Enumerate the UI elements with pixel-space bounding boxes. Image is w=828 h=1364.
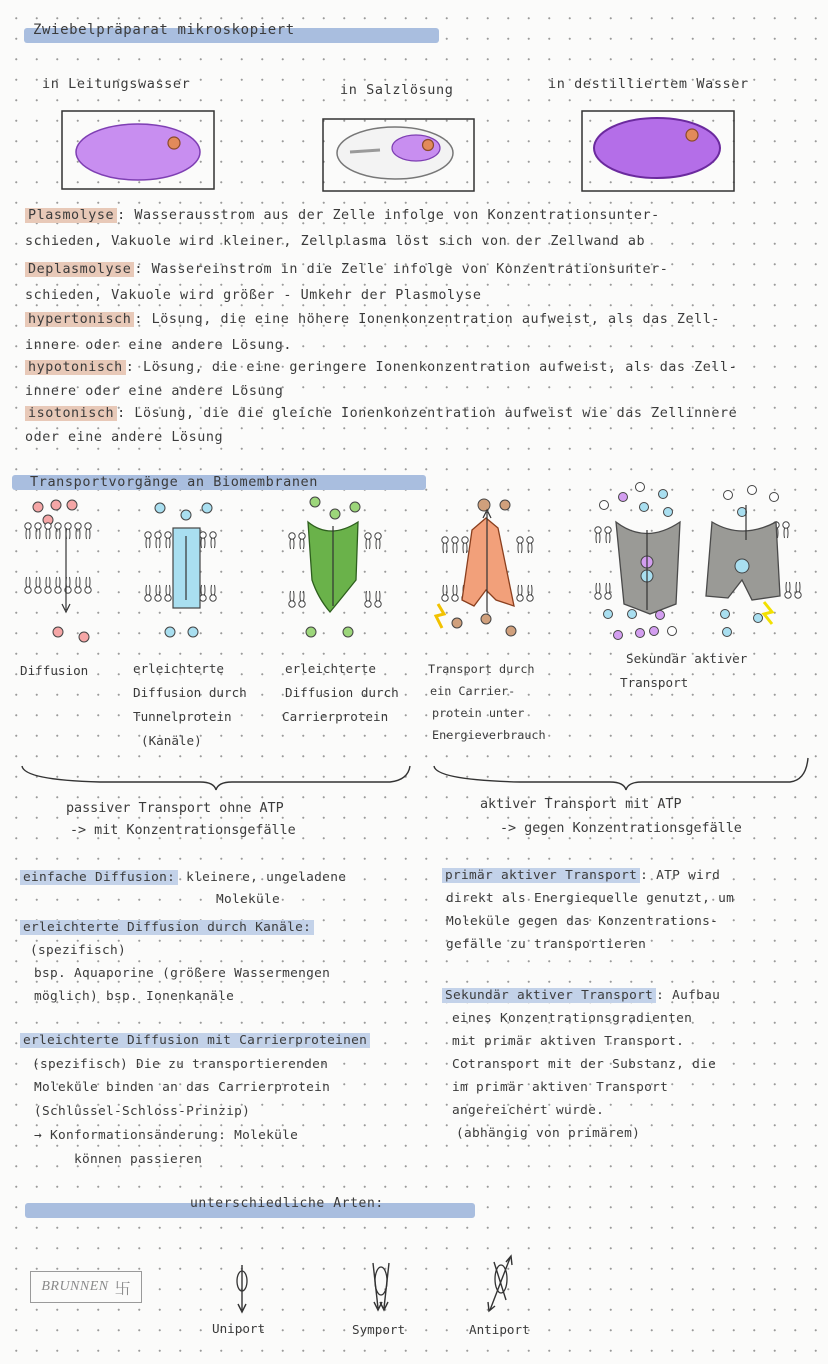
term-isotonisch: isotonisch	[25, 406, 117, 421]
label-distilled-water: in destilliertem Wasser	[548, 76, 749, 92]
term-deplasmolyse: Deplasmolyse	[25, 262, 134, 277]
section2-title: Transportvorgänge an Biomembranen	[30, 474, 319, 490]
def-deplasmolyse-line1: Deplasmolyse : Wassereinstrom in die Zelle infolge von Konzentrationsunter-	[25, 262, 668, 277]
label-tap-water: in Leitungswasser	[42, 76, 191, 92]
passive-line1: passiver Transport ohne ATP	[66, 801, 284, 816]
secondary-l6: (abhängig von primärem)	[456, 1126, 641, 1141]
label-diffusion: Diffusion	[20, 663, 89, 678]
channels-l2: bsp. Aquaporine (größere Wassermengen	[34, 966, 331, 981]
simple-diffusion-l2: Moleküle	[216, 892, 281, 907]
secondary-l1: eines Konzentrationsgradienten	[452, 1011, 693, 1026]
primary-l2: Moleküle gegen das Konzentrations-	[446, 914, 719, 929]
label-secondary-2: Transport	[620, 675, 689, 690]
label-carrier-1: erleichterte	[285, 661, 376, 676]
def-plasmolyse-line2: schieden, Vakuole wird kleiner, Zellplasma löst sich von der Zellwand ab	[25, 234, 646, 249]
term-hypotonisch: hypotonisch	[25, 360, 126, 375]
symport-icon	[373, 1263, 389, 1310]
def-hypertonisch-line2: innere oder eine andere Lösung.	[25, 338, 292, 353]
label-energy-3: protein unter	[432, 706, 525, 720]
label-antiport: Antiport	[469, 1322, 530, 1337]
secondary-term: Sekundär aktiver Transport : Aufbau	[442, 986, 720, 1007]
primary-l3: gefälle zu transportieren	[446, 937, 647, 952]
label-tunnel-3: Tunnelprotein	[133, 709, 232, 724]
carriers-l2: Moleküle binden an das Carrierprotein	[34, 1080, 331, 1095]
label-carrier-2: Diffusion durch	[285, 685, 399, 700]
carriers-term: erleichterte Diffusion mit Carrierproteinen	[20, 1031, 370, 1052]
channels-l1: (spezifisch)	[30, 943, 127, 958]
uniport-icon	[237, 1265, 247, 1312]
carriers-l4: → Konformationsänderung: Moleküle	[34, 1128, 299, 1143]
carriers-l3: (Schlüssel-Schloss-Prinzip)	[34, 1104, 251, 1119]
carriers-l1: (spezifisch) Die zu transportierenden	[32, 1057, 329, 1072]
secondary-l5: angereichert wurde.	[452, 1103, 605, 1118]
label-tunnel-4: (Kanäle)	[141, 733, 202, 748]
def-isotonisch-line1: isotonisch : Lösung, die die gleiche Ionenkonzentration aufweist wie das Zellinnere	[25, 406, 737, 421]
secondary-l4: im primär aktiven Transport	[452, 1080, 669, 1095]
def-deplasmolyse-line2: schieden, Vakuole wird größer - Umkehr der Plasmolyse	[25, 288, 482, 303]
label-energy-2: ein Carrier-	[430, 684, 516, 698]
def-hypotonisch-line1: hypotonisch : Lösung, die eine geringere Ionenkonzentration aufweist, als das Zell-	[25, 360, 737, 375]
antiport-icon	[488, 1256, 512, 1311]
label-uniport: Uniport	[212, 1321, 266, 1336]
section1-title: Zwiebelpräparat mikroskopiert	[33, 22, 295, 38]
secondary-l3: Cotransport mit der Substanz, die	[452, 1057, 717, 1072]
label-tunnel-1: erleichterte	[133, 661, 224, 676]
brand-mark-icon: 卐	[114, 1278, 131, 1298]
label-tunnel-2: Diffusion durch	[133, 685, 247, 700]
label-energy-4: Energieverbrauch	[432, 728, 546, 742]
label-salt-solution: in Salzlösung	[340, 82, 454, 98]
active-line2: -> gegen Konzentrationsgefälle	[500, 821, 742, 836]
carriers-l5: können passieren	[74, 1152, 203, 1167]
primary-term: primär aktiver Transport : ATP wird	[442, 866, 720, 887]
passive-line2: -> mit Konzentrationsgefälle	[70, 823, 296, 838]
section3-title: unterschiedliche Arten:	[190, 1196, 384, 1211]
label-energy-1: Transport durch	[428, 662, 535, 676]
brand-logo	[30, 1271, 142, 1303]
term-hypertonisch: hypertonisch	[25, 312, 134, 327]
channels-term: erleichterte Diffusion durch Kanäle:	[20, 918, 314, 939]
term-plasmolyse: Plasmolyse	[25, 208, 117, 223]
channels-l3: möglich) bsp. Ionenkanäle	[34, 989, 235, 1004]
def-isotonisch-line2: oder eine andere Lösung	[25, 430, 224, 445]
def-hypertonisch-line1: hypertonisch : Lösung, die eine höhere Ionenkonzentration aufweist, als das Zell-	[25, 312, 720, 327]
secondary-l2: mit primär aktiven Transport.	[452, 1034, 685, 1049]
label-symport: Symport	[352, 1322, 406, 1337]
brand-name: BRUNNEN	[41, 1279, 109, 1294]
label-carrier-3: Carrierprotein	[282, 709, 389, 724]
def-plasmolyse-line1: Plasmolyse : Wasserausstrom aus der Zelle infolge von Konzentrationsunter-	[25, 208, 660, 223]
simple-diffusion: einfache Diffusion: kleinere, ungeladene	[20, 868, 346, 889]
arrow-icon: →	[34, 1128, 51, 1143]
active-line1: aktiver Transport mit ATP	[480, 797, 682, 812]
label-secondary-1: Sekundär aktiver	[626, 651, 748, 666]
def-hypotonisch-line2: innere oder eine andere Lösung	[25, 384, 284, 399]
primary-l1: direkt als Energiequelle genutzt, um	[446, 891, 735, 906]
